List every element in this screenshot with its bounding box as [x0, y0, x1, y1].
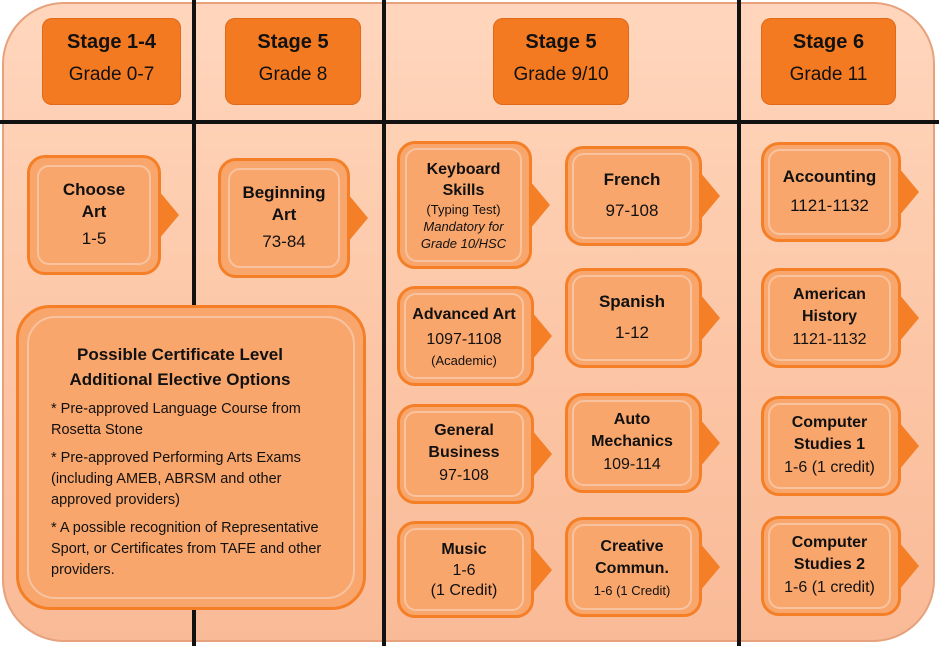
arrow-right-icon: [348, 194, 368, 242]
course-title: Studies 1: [793, 436, 866, 453]
course-card-beginning-art: [218, 158, 368, 278]
course-title: Skills: [442, 181, 485, 199]
arrow-right-icon: [700, 543, 720, 591]
arrow-right-icon: [700, 294, 720, 342]
stage-label: Stage 1-4: [67, 31, 156, 53]
course-card-creative-communication: [565, 517, 720, 617]
course-title: Studies 2: [793, 556, 866, 573]
course-title: American: [793, 286, 866, 303]
grade-label: Grade 8: [258, 64, 328, 85]
course-title: Creative: [600, 537, 664, 555]
course-note: (Academic): [431, 352, 497, 368]
column-divider-2: [382, 0, 386, 646]
course-title: Art: [271, 205, 297, 224]
course-card-american-history: [761, 268, 919, 368]
course-card-advanced-art: [397, 286, 552, 386]
course-range: 1-5: [81, 229, 107, 248]
arrow-right-icon: [700, 419, 720, 467]
course-card-choose-art: [27, 155, 179, 275]
course-title: Business: [428, 444, 500, 461]
column-divider-3: [737, 0, 741, 646]
course-title: Computer: [791, 414, 868, 431]
course-range: 109-114: [603, 456, 661, 473]
course-title: General: [434, 422, 494, 439]
course-range: 1-12: [614, 323, 650, 342]
course-card-general-business: [397, 404, 552, 504]
arrow-right-icon: [899, 294, 919, 342]
stage-label: Stage 6: [792, 31, 865, 53]
course-card-french: [565, 146, 720, 246]
course-range: 1-6 (1 Credit): [593, 582, 671, 598]
certificate-options-box: [16, 305, 366, 610]
stage-header-1: [42, 18, 181, 105]
stage-header-3: [493, 18, 629, 105]
course-note: Grade 10/HSC: [420, 235, 507, 251]
header-divider: [0, 120, 939, 124]
arrow-right-icon: [700, 172, 720, 220]
arrow-right-icon: [532, 312, 552, 360]
course-title: Mechanics: [591, 433, 673, 450]
course-note: (1 Credit): [430, 581, 498, 599]
course-title: Art: [81, 202, 107, 221]
course-title: Beginning: [242, 183, 326, 202]
grade-label: Grade 0-7: [68, 64, 155, 85]
arrow-right-icon: [159, 191, 179, 239]
stage-label: Stage 5: [525, 31, 597, 53]
stage-header-2: [225, 18, 361, 105]
course-range: 1-6 (1 credit): [784, 459, 875, 476]
arrow-right-icon: [899, 542, 919, 590]
certificate-item: * Pre-approved Language Course from Rosetta Stone: [51, 401, 301, 438]
arrow-right-icon: [532, 546, 552, 594]
course-note: (Typing Test): [426, 201, 501, 217]
arrow-right-icon: [899, 168, 919, 216]
course-range: 73-84: [262, 232, 306, 251]
course-title: Computer: [791, 534, 868, 551]
certificate-item: * A possible recognition of Representative Sport, or Certificates from TAFE and other providers.: [51, 520, 322, 578]
course-title: Choose: [62, 180, 126, 199]
course-title: Spanish: [598, 292, 666, 311]
arrow-right-icon: [532, 430, 552, 478]
course-range: 97-108: [439, 467, 489, 484]
course-card-accounting: [761, 142, 919, 242]
certificate-item: * Pre-approved Performing Arts Exams (including AMEB, ABRSM and other approved providers): [51, 450, 301, 508]
course-card-computer-studies-1: [761, 396, 919, 496]
course-card-auto-mechanics: [565, 393, 720, 493]
course-range: 1121-1132: [790, 196, 869, 215]
stage-header-4: [761, 18, 896, 105]
grade-label: Grade 11: [789, 64, 868, 85]
course-range: 1-6 (1 credit): [784, 579, 875, 596]
grade-label: Grade 9/10: [513, 64, 609, 85]
course-range: 1097-1108: [426, 330, 502, 348]
course-note: Mandatory for: [423, 218, 504, 234]
course-title: French: [603, 170, 661, 189]
course-card-music: [397, 521, 552, 618]
course-range: 1121-1132: [792, 331, 867, 348]
arrow-right-icon: [530, 181, 550, 229]
course-title: Commun.: [595, 559, 669, 577]
course-card-computer-studies-2: [761, 516, 919, 616]
course-title: Keyboard: [426, 160, 501, 178]
course-title: Music: [441, 540, 487, 558]
stage-label: Stage 5: [257, 31, 329, 53]
certificate-title: Possible Certificate Level: [77, 345, 283, 364]
arrow-right-icon: [899, 422, 919, 470]
course-range: 1-6: [452, 561, 476, 579]
course-title: Advanced Art: [412, 305, 516, 323]
course-title: Auto: [613, 411, 651, 428]
course-card-keyboard-skills: [397, 141, 550, 269]
course-range: 97-108: [605, 201, 659, 220]
course-title: History: [801, 308, 858, 325]
certificate-title: Additional Elective Options: [69, 370, 291, 389]
course-title: Accounting: [782, 167, 877, 186]
course-card-spanish: [565, 268, 720, 368]
